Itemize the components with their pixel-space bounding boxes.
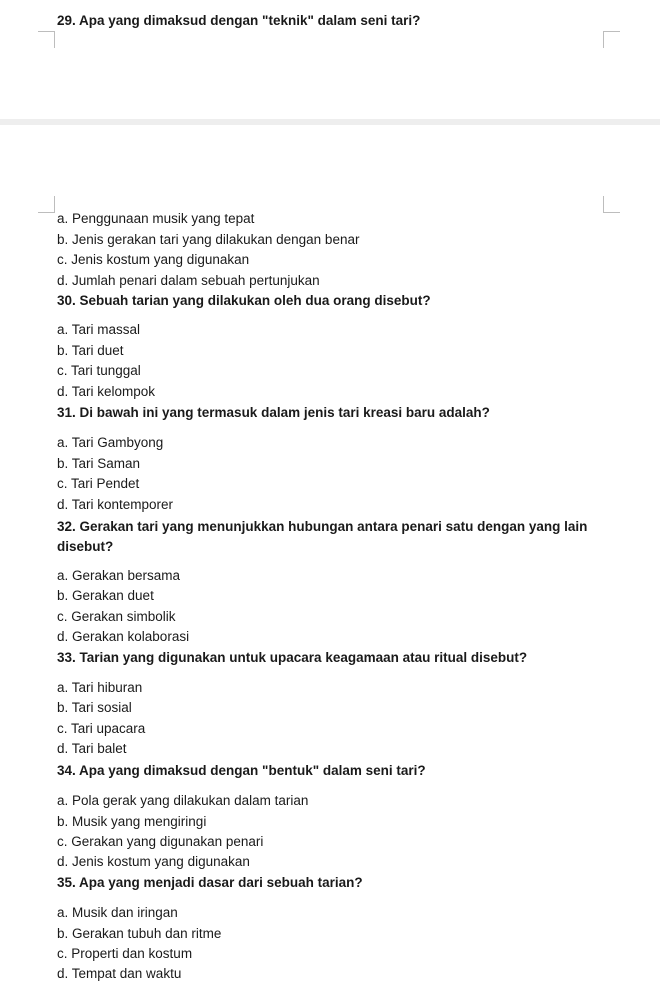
option-34a: a. Pola gerak yang dilakukan dalam tarian: [57, 793, 309, 808]
margin-corner-mark: [603, 31, 620, 48]
margin-corner-mark: [38, 196, 55, 213]
option-35c: c. Properti dan kostum: [57, 946, 193, 961]
option-31c: c. Tari Pendet: [57, 476, 140, 491]
option-30d: d. Tari kelompok: [57, 384, 156, 399]
option-34b: b. Musik yang mengiringi: [57, 814, 207, 829]
option-33c: c. Tari upacara: [57, 721, 146, 736]
option-33d: d. Tari balet: [57, 741, 127, 756]
option-35b: b. Gerakan tubuh dan ritme: [57, 926, 222, 941]
page-break-gap: [0, 119, 660, 125]
option-31b: b. Tari Saman: [57, 456, 141, 471]
option-32b: b. Gerakan duet: [57, 588, 154, 603]
option-35d: d. Tempat dan waktu: [57, 966, 182, 981]
question-33: 33. Tarian yang digunakan untuk upacara keagamaan atau ritual disebut?: [57, 650, 528, 665]
option-35a: a. Musik dan iringan: [57, 905, 178, 920]
question-30: 30. Sebuah tarian yang dilakukan oleh dua orang disebut?: [57, 293, 431, 308]
option-31a: a. Tari Gambyong: [57, 435, 164, 450]
question-35: 35. Apa yang menjadi dasar dari sebuah tarian?: [57, 875, 363, 890]
option-30a: a. Tari massal: [57, 322, 141, 337]
option-32a: a. Gerakan bersama: [57, 568, 181, 583]
option-29b: b. Jenis gerakan tari yang dilakukan dengan benar: [57, 232, 360, 247]
option-32d: d. Gerakan kolaborasi: [57, 629, 190, 644]
option-29d: d. Jumlah penari dalam sebuah pertunjukan: [57, 273, 320, 288]
option-30c: c. Tari tunggal: [57, 363, 141, 378]
margin-corner-mark: [38, 31, 55, 48]
option-34d: d. Jenis kostum yang digunakan: [57, 854, 250, 869]
option-29c: c. Jenis kostum yang digunakan: [57, 252, 250, 267]
option-33b: b. Tari sosial: [57, 700, 132, 715]
question-32: 32. Gerakan tari yang menunjukkan hubungan antara penari satu dengan yang lain disebut?: [57, 519, 588, 554]
question-29: 29. Apa yang dimaksud dengan "teknik" dalam seni tari?: [57, 13, 421, 28]
margin-corner-mark: [603, 196, 620, 213]
question-34: 34. Apa yang dimaksud dengan "bentuk" dalam seni tari?: [57, 763, 426, 778]
question-31: 31. Di bawah ini yang termasuk dalam jenis tari kreasi baru adalah?: [57, 405, 490, 420]
option-29a: a. Penggunaan musik yang tepat: [57, 211, 255, 226]
option-30b: b. Tari duet: [57, 343, 124, 358]
option-32c: c. Gerakan simbolik: [57, 609, 176, 624]
option-33a: a. Tari hiburan: [57, 680, 143, 695]
option-31d: d. Tari kontemporer: [57, 497, 174, 512]
option-34c: c. Gerakan yang digunakan penari: [57, 834, 264, 849]
